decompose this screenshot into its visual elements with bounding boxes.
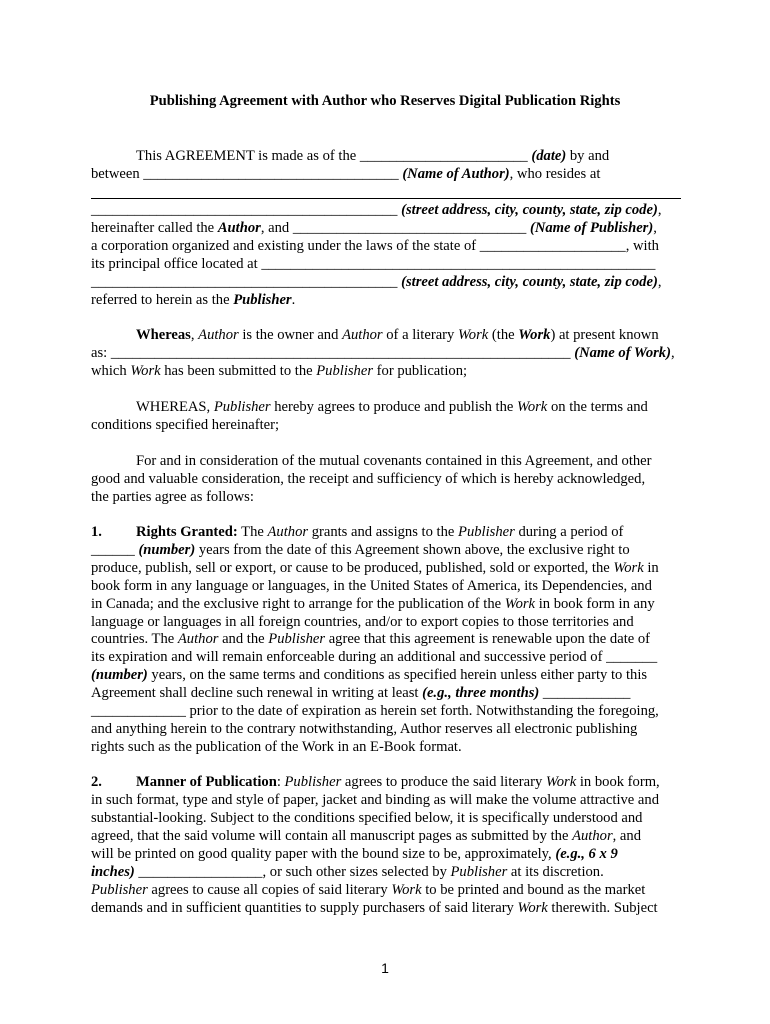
text-line	[91, 596, 655, 614]
text-segment: , and	[612, 828, 641, 844]
text-segment: has been submitted to the	[160, 363, 317, 379]
text-line	[136, 148, 609, 166]
text-segment: demands and in sufficient quantities to supply purchasers of said literary	[91, 900, 518, 916]
text-segment: in Canada; and the exclusive right to arrange for the publication of the	[91, 596, 505, 612]
text-segment: ,	[190, 327, 199, 343]
text-segment: by and	[566, 148, 610, 164]
text-segment: (date)	[531, 148, 567, 164]
text-segment: (street address, city, county, state, zip code)	[401, 202, 658, 218]
text-segment: its expiration and will remain enforceable during an additional and successive period of _______	[91, 649, 658, 665]
text-segment: agree that this agreement is renewable upon the date of	[325, 631, 651, 647]
text-segment: ,	[657, 274, 662, 290]
text-segment: agrees to cause all copies of said literary	[147, 882, 392, 898]
text-line	[91, 166, 600, 184]
text-segment: ____________	[539, 685, 631, 701]
text-segment: 2.	[91, 774, 102, 790]
text-line	[136, 327, 659, 345]
text-line	[91, 774, 102, 792]
page-number: 1	[381, 960, 389, 976]
text-segment: inches)	[91, 864, 135, 880]
text-line	[91, 614, 634, 632]
text-line	[91, 739, 462, 757]
document-title: Publishing Agreement with Author who Reserves Digital Publication Rights	[149, 93, 621, 109]
text-segment: in book form,	[576, 774, 660, 790]
text-segment: substantial-looking. Subject to the conditions specified below, it is specifically understood and	[91, 810, 643, 826]
text-segment: between ___________________________________	[91, 166, 403, 182]
text-segment: hereinafter called the	[91, 220, 218, 236]
text-segment: ,	[657, 202, 662, 218]
text-segment: , who resides at	[509, 166, 601, 182]
text-segment: on the terms and	[547, 399, 648, 415]
text-segment: and anything herein to the contrary notwithstanding, Author reserves all electronic publishing	[91, 721, 638, 737]
text-line	[91, 649, 657, 667]
text-segment: conditions specified hereinafter;	[91, 417, 280, 433]
text-segment: Publisher	[284, 774, 342, 790]
text-segment: Author	[342, 327, 383, 343]
text-line	[91, 292, 295, 310]
text-segment: (Name of Author)	[402, 166, 510, 182]
text-segment: :	[276, 774, 285, 790]
text-line	[91, 489, 254, 507]
text-segment: is the owner and	[238, 327, 343, 343]
text-line	[91, 220, 657, 238]
text-segment: Manner of Publication	[136, 774, 277, 790]
text-segment: Publisher	[91, 882, 148, 898]
text-segment: for publication;	[373, 363, 468, 379]
text-segment: to be printed and bound as the market	[421, 882, 646, 898]
text-line	[91, 202, 661, 220]
text-segment: at its discretion.	[507, 864, 604, 880]
text-segment: (e.g., three months)	[422, 685, 540, 701]
text-segment: (e.g., 6 x 9	[555, 846, 618, 862]
text-segment: Work	[613, 560, 644, 576]
text-line	[91, 864, 604, 882]
text-line	[136, 453, 652, 471]
text-line	[91, 560, 659, 578]
text-segment: ,	[670, 345, 675, 361]
text-segment: (Name of Work)	[574, 345, 671, 361]
text-segment: (number)	[91, 667, 148, 683]
text-segment: __________________________________________	[91, 202, 402, 218]
text-segment: in such format, type and style of paper, jacket and binding as will make the volume attractive and	[91, 792, 659, 808]
text-segment: Publisher	[213, 399, 271, 415]
text-line	[91, 667, 647, 685]
text-segment: Publisher	[268, 631, 326, 647]
text-line	[91, 882, 645, 900]
text-line	[91, 524, 102, 542]
text-segment: in	[643, 560, 659, 576]
text-segment: therewith. Subject	[547, 900, 658, 916]
text-segment: (street address, city, county, state, zip code)	[401, 274, 658, 290]
text-line	[136, 399, 648, 417]
text-segment: will be printed on good quality paper with the bound size to be, approximately,	[91, 846, 556, 862]
text-segment: Author	[198, 327, 239, 343]
text-segment: ______	[91, 542, 139, 558]
text-segment: which	[91, 363, 131, 379]
text-line	[91, 256, 655, 274]
text-segment: Work	[518, 327, 551, 343]
text-line	[91, 631, 650, 649]
text-segment: agrees to produce the said literary	[341, 774, 546, 790]
text-segment: Work	[504, 596, 536, 612]
text-segment: rights such as the publication of the Work in an E-Book format.	[91, 739, 462, 755]
text-line	[91, 685, 630, 703]
text-segment: hereby agrees to produce and publish the	[270, 399, 518, 415]
text-segment: Author	[217, 220, 261, 236]
text-segment: Rights Granted:	[136, 524, 238, 540]
text-line	[91, 542, 630, 560]
text-segment: Whereas	[136, 327, 191, 343]
text-line	[91, 846, 618, 864]
text-segment: ) at present known	[550, 327, 659, 343]
text-segment: good and valuable consideration, the receipt and sufficiency of which is hereby acknowledged,	[91, 471, 646, 487]
text-segment: its principal office located at ______________________________________________________	[91, 256, 656, 272]
text-segment: Work	[517, 399, 548, 415]
text-segment: _____________ prior to the date of expiration as herein set forth. Notwithstanding the foregoing,	[91, 703, 659, 719]
text-line	[91, 721, 637, 739]
text-segment: in book form in any	[535, 596, 655, 612]
text-segment: For and in consideration of the mutual covenants contained in this Agreement, and other	[136, 453, 652, 469]
text-segment: and the	[218, 631, 269, 647]
text-line	[91, 900, 658, 918]
text-segment: (Name of Publisher)	[529, 220, 654, 236]
text-segment: Work	[517, 900, 548, 916]
text-segment: grants and assigns to the	[308, 524, 459, 540]
text-segment: of a literary	[382, 327, 458, 343]
text-segment: years, on the same terms and conditions as specified herein unless either party to this	[147, 667, 648, 683]
text-segment: _________________, or such other sizes selected by	[134, 864, 451, 880]
text-segment: Publisher	[450, 864, 508, 880]
text-line	[136, 774, 660, 792]
text-line	[91, 274, 661, 292]
text-segment: __________________________________________	[91, 274, 402, 290]
text-segment: agreed, that the said volume will contain all manuscript pages as submitted by the	[91, 828, 573, 844]
text-segment: Work	[457, 327, 489, 343]
text-segment: Author	[177, 631, 219, 647]
text-line	[91, 417, 279, 435]
text-line	[91, 810, 642, 828]
text-segment: countries. The	[91, 631, 178, 647]
text-segment: 1.	[91, 524, 102, 540]
text-segment: (number)	[138, 542, 196, 558]
text-line	[91, 238, 659, 256]
text-segment: ,	[653, 220, 657, 236]
text-segment: years from the date of this Agreement shown above, the exclusive right to	[195, 542, 630, 558]
text-segment: , and ________________________________	[260, 220, 530, 236]
text-segment: WHEREAS,	[136, 399, 214, 415]
text-line	[91, 345, 675, 363]
text-segment: Work	[130, 363, 161, 379]
text-segment: (the	[488, 327, 519, 343]
text-segment: This AGREEMENT is made as of the _______________________	[136, 148, 532, 164]
text-line	[91, 578, 652, 596]
text-segment: Publisher	[458, 524, 515, 540]
text-segment: Publisher	[233, 292, 292, 308]
text-line	[91, 363, 467, 381]
text-segment: language or languages in all foreign countries, and/or to export copies to those territories and	[91, 614, 634, 630]
text-segment: during a period of	[514, 524, 624, 540]
text-segment: book form in any language or languages, in the United States of America, its Dependencies, and	[91, 578, 652, 594]
text-segment: produce, publish, sell or export, or cause to be produced, published, sold or exported, the	[91, 560, 614, 576]
text-segment: as: _______________________________________________________________	[91, 345, 575, 361]
text-segment: Author	[572, 828, 613, 844]
address-blank-line	[91, 198, 681, 199]
text-line	[136, 524, 623, 542]
text-segment: Work	[391, 882, 422, 898]
text-segment: a corporation organized and existing under the laws of the state of ____________________, with	[91, 238, 659, 254]
text-line	[91, 792, 659, 810]
text-segment: the parties agree as follows:	[91, 489, 254, 505]
text-segment: The	[237, 524, 268, 540]
text-line	[91, 828, 641, 846]
text-line	[91, 471, 645, 489]
text-segment: Author	[267, 524, 309, 540]
text-segment: .	[291, 292, 296, 308]
text-segment: Agreement shall decline such renewal in writing at least	[91, 685, 423, 701]
text-line	[91, 703, 659, 721]
text-segment: referred to herein as the	[91, 292, 234, 308]
text-segment: Work	[545, 774, 577, 790]
text-segment: Publisher	[316, 363, 374, 379]
